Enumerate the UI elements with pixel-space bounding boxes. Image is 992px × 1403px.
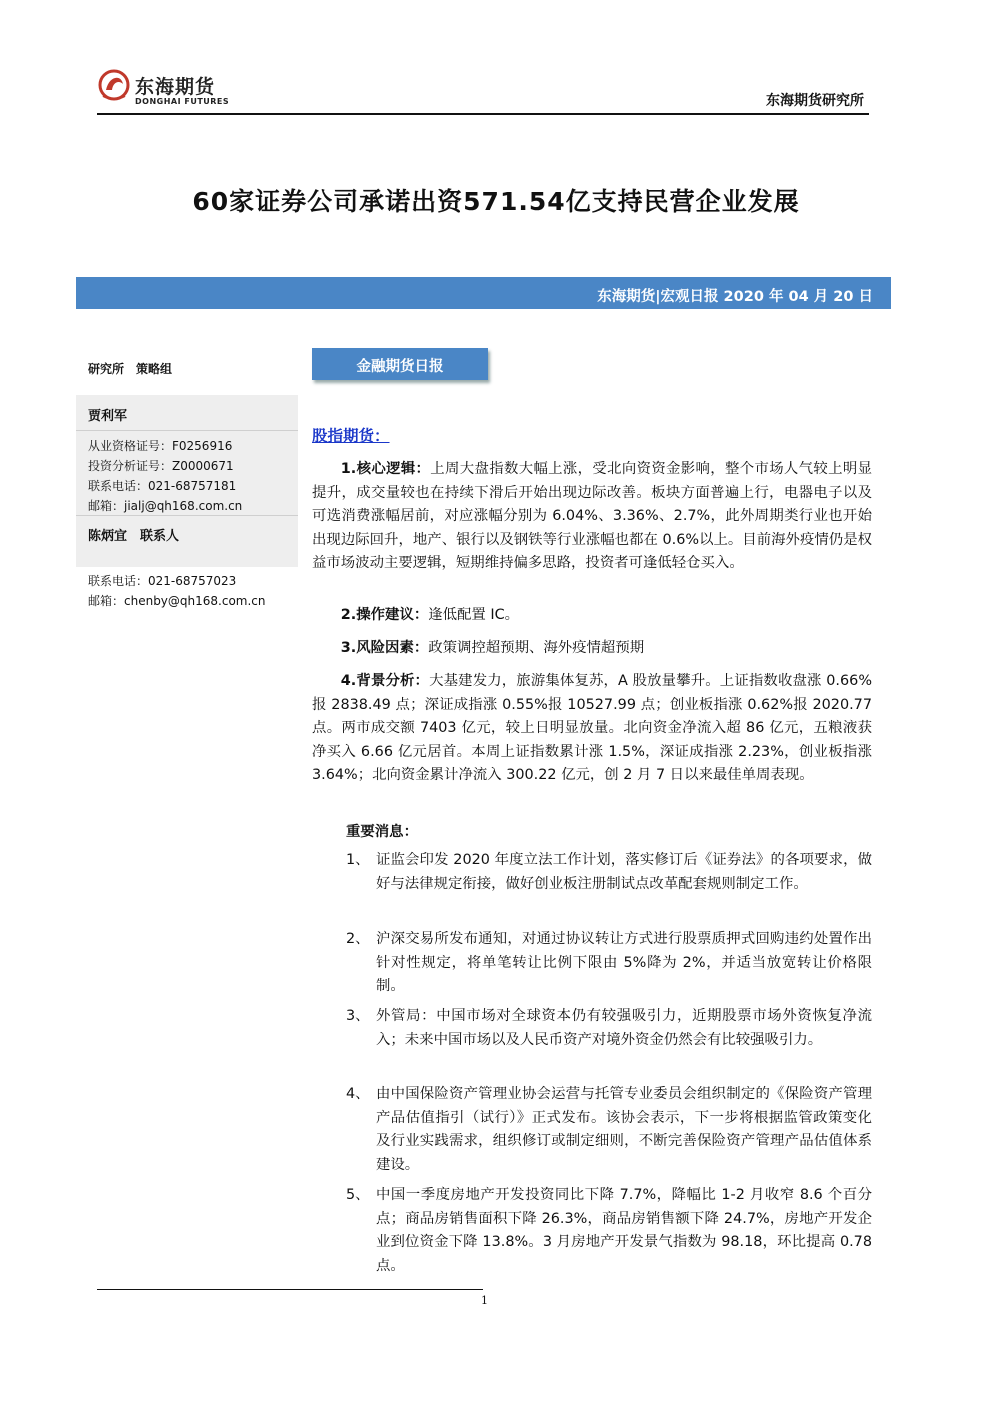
analyst-1-email[interactable]: 邮箱：jialj@qh168.com.cn: [88, 499, 243, 513]
banner-text: 东海期货|宏观日报 2020 年 04 月 20 日: [597, 289, 873, 305]
footer-rule: [97, 1289, 483, 1290]
report-type-label: 金融期货日报: [356, 359, 444, 375]
paragraph-label: 4.背景分析：: [340, 673, 430, 689]
analyst-1-phone: 联系电话：021-68757181: [88, 479, 237, 493]
paragraph-text: 上周大盘指数大幅上涨，受北向资资金影响，整个市场人气较上明显提升，成交量较也在持续下滑后开始出现边际改善。板块方面普遍上行，电器电子以及可选消费涨幅居前，对应涨幅分别为 6.04%、3.36%、2.7%，此外周期类行业也开始出现边际回升，地产、银行以及钢铁等行业涨幅也都在 0.6%以上。目前海外疫情仍是权益市场波动主要逻辑，短期维持偏多思路，投资者可逢低轻仓买入。: [312, 461, 872, 571]
paragraph-text: 逢低配置 IC。: [428, 607, 520, 623]
paragraph-label: 3.风险因素：: [340, 640, 429, 656]
sidebar-divider: [76, 515, 298, 516]
news-number: 3、: [346, 1008, 370, 1024]
institute-name: 东海期货研究所: [766, 93, 864, 109]
sidebar-divider: [76, 430, 298, 431]
paragraph-background: [312, 670, 872, 788]
news-text: 证监会印发 2020 年度立法工作计划，落实修订后《证券法》的各项要求，做好与法律规定衔接，做好创业板注册制试点改革配套规则制定工作。: [376, 852, 872, 892]
department-label: 研究所 策略组: [88, 362, 173, 376]
paragraph-text: 政策调控超预期、海外疫情超预期: [428, 640, 645, 656]
news-text: 外管局：中国市场对全球资本仍有较强吸引力，近期股票市场外资恢复净流入；未来中国市场以及人民币资产对境外资金仍然会有比较强吸引力。: [376, 1008, 872, 1048]
page-number: 1: [481, 1294, 488, 1307]
news-number: 5、: [346, 1187, 370, 1203]
paragraph-core-logic: [312, 458, 872, 576]
news-item: [346, 928, 872, 999]
news-number: 1、: [346, 852, 370, 868]
analyst-1-qualification: 从业资格证号：F0256916: [88, 439, 233, 453]
news-text: 由中国保险资产管理业协会运营与托管专业委员会组织制定的《保险资产管理产品估值指引（试行）》正式发布。该协会表示，下一步将根据监管政策变化及行业实践需求，组织修订或制定细则，不断完善保险资产管理产品估值体系建设。: [376, 1086, 872, 1173]
news-number: 2、: [346, 931, 370, 947]
report-banner: [76, 277, 891, 309]
paragraph-label: 1.核心逻辑：: [340, 461, 431, 477]
logo-chinese-name: 东海期货: [135, 76, 216, 98]
news-text: 沪深交易所发布通知，对通过协议转让方式进行股票质押式回购违约处置作出针对性规定，将单笔转让比例下限由 5%降为 2%，并适当放宽转让价格限制。: [376, 931, 872, 994]
analyst-2-phone: 联系电话：021-68757023: [88, 574, 237, 588]
analyst-info-box: [76, 395, 298, 567]
news-item: [346, 1083, 872, 1177]
news-item: [346, 1005, 872, 1052]
analyst-1-certificate: 投资分析证号：Z0000671: [88, 459, 234, 473]
paragraph-label: 2.操作建议：: [340, 607, 429, 623]
report-title: 60家证券公司承诺出资571.54亿支持民营企业发展: [192, 187, 800, 216]
news-number: 4、: [346, 1086, 370, 1102]
dragon-logo-icon: [97, 66, 131, 104]
analyst-1-name: 贾利军: [88, 409, 128, 424]
paragraph-text: 大基建发力，旅游集体复苏，A 股放量攀升。上证指数收盘涨 0.66%报 2838.49 点；深证成指涨 0.55%报 10527.99 点；创业板指涨 0.62%报 2020.77 点。两市成交额 7403 亿元，较上日明显放量。北向资金净流入超 86 亿元，五粮液获净买入 6.66 亿元居首。本周上证指数累计涨 1.5%，深证成指涨 2.23%，创业板指涨 3.64%；北向资金累计净流入 300.22 亿元，创 2 月 7 日以来最佳单周表现。: [312, 673, 872, 783]
analyst-2-email[interactable]: 邮箱：chenby@qh168.com.cn: [88, 594, 266, 608]
report-type-tag: [312, 348, 488, 380]
company-logo: [97, 66, 237, 110]
news-text: 中国一季度房地产开发投资同比下降 7.7%，降幅比 1-2 月收窄 8.6 个百分点；商品房销售面积下降 26.3%，商品房销售额下降 24.7%，房地产开发企业到位资金下降 13.8%。3 月房地产开发景气指数为 98.18，环比提高 0.78 点。: [376, 1187, 872, 1274]
header-rule: [97, 113, 869, 115]
paragraph-risk: [312, 637, 872, 661]
news-item: [346, 849, 872, 896]
section-title-link[interactable]: 股指期货：: [312, 427, 390, 445]
news-heading: 重要消息：: [346, 824, 418, 840]
logo-english-name: DONGHAI FUTURES: [135, 97, 230, 106]
news-item: [346, 1184, 872, 1278]
analyst-2-name: 陈炳宜 联系人: [88, 529, 180, 544]
paragraph-suggestion: [312, 604, 872, 628]
